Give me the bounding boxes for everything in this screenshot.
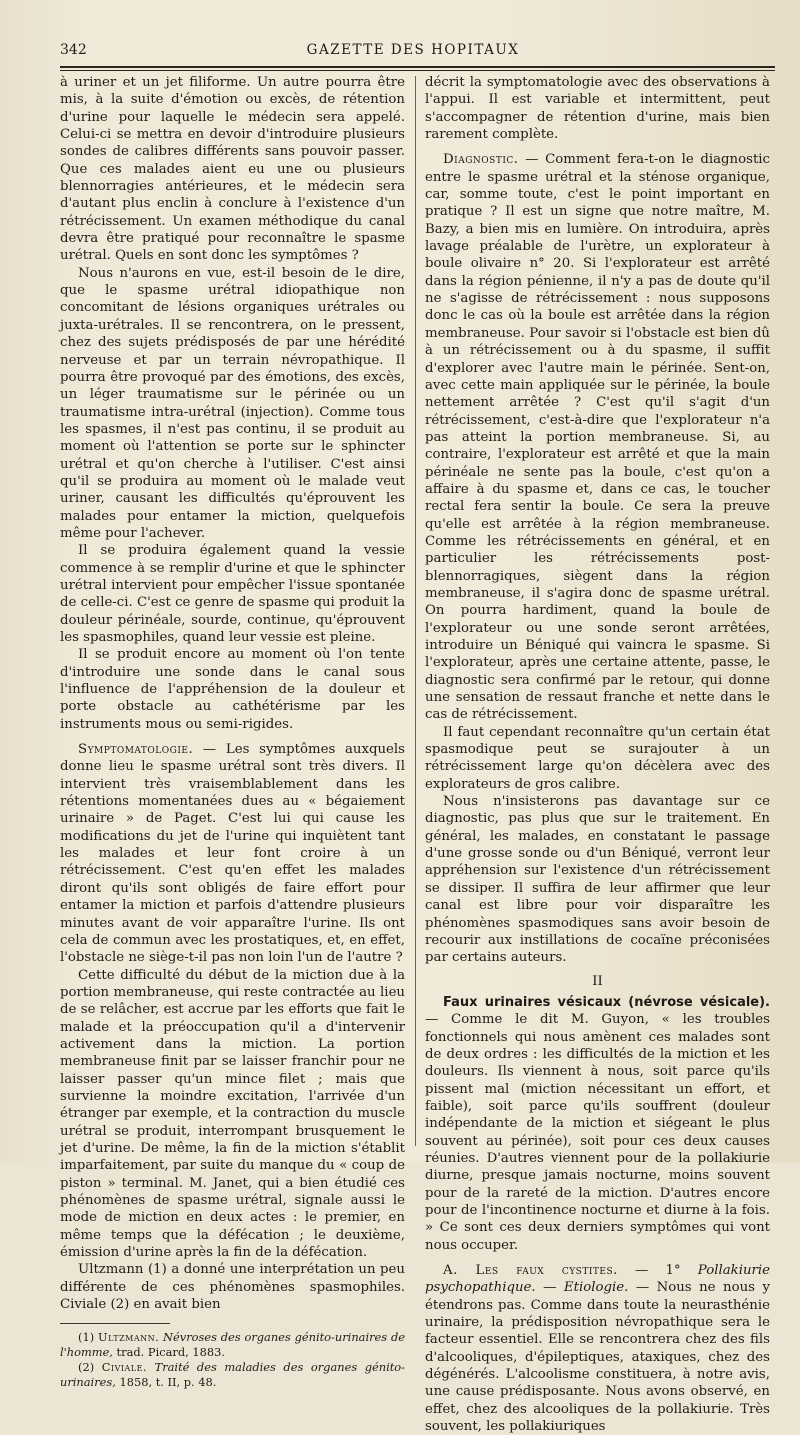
section-heading: A. Les faux cystites. (443, 1263, 618, 1279)
subheading: Pollakiurie psychopathique. (425, 1263, 770, 1296)
page-number: 342 (60, 42, 87, 58)
paragraph: Cette difficulté du début de la miction due à la portion membraneuse, qui reste contractée au lieu de se relâcher, est accrue par les efforts que fait le malade et la préoccupation qu'il a d'intervenir activement dans la miction. La portion membraneuse finit par se laisser franchir pour ne laisser passer qu'un mince filet ; mais que survienne la moindre excitation, l'arrivée d'un étranger par exemple, et la contraction du muscle urétral se produit, interrompant brusquement le jet d'urine. De même, la fin de la miction s'établit imparfaitement, par suite du manque du « coup de piston » terminal. M. Janet, qui a bien étudié ces phénomènes de spasme urétral, signale aussi le mode de miction en deux actes : le premier, en même temps que la défécation ; le deuxième, émission d'urine après la fin de la défécation. (60, 967, 405, 1261)
paragraph: Nous n'aurons en vue, est-il besoin de le dire, que le spasme urétral idiopathique non concomitant de lésions organiques urétrales ou juxta-urétrales. Il se rencontrera, on le pressent, chez des sujets prédisposés de par une hérédité nerveuse et par un terrain névropathique. Il pourra être provoqué par des émotions, des excès, un léger traumatisme sur le périnée ou un traumatisme intra-urétral (injection). Comme tous les spasmes, il n'est pas continu, il se produit au moment où l'attention se porte sur le sphincter urétral et qu'on cherche à l'utiliser. C'est ainsi qu'il se produira au moment où le malade veut uriner, causant les difficultés qu'éprouvent les malades pour entamer la miction, quelquefois même pour l'achever. (60, 265, 405, 541)
paragraph-text: — Comment fera-t-on le diagnostic entre le spasme urétral et la sténose organique, car, somme toute, c'est le point important en pratique ? Il est un signe que notre maître, M. Bazy, a bien mis en lumière. On introduira, après lavage préalable de l'urètre, un explorateur à boule olivaire n° 20. Si l'explorateur est arrêté dans la région pénienne, il n'y a pas de doute qu'il ne s'agisse de rétrécissement : nous supposons donc le cas où la boule est arrêtée dans la région membraneuse. Pour savoir si l'obstacle est bien dû à un rétrécissement ou à du spasme, il suffit d'explorer avec l'autre main le périnée. Sent-on, avec cette main appliquée sur le périnée, la boule nettement arrêtée ? C'est qu'il s'agit d'un rétrécissement, c'est-à-dire que l'explorateur n'a pas atteint la portion membraneuse. Si, au contraire, l'explorateur est arrêté et que la main périnéale ne sente pas la boule, c'est qu'on a affaire à du spasme et, dans ce cas, le toucher rectal fera sentir la boule. Ce sera la preuve qu'elle est arrêtée à la région membraneuse. Comme les rétrécissements en général, et en particulier les rétrécissements post-blennorragiques, siègent dans la région membraneuse, il s'agira donc de spasme urétral. On pourra hardiment, quand la boule de l'explorateur ou une sonde seront arrêtées, introduire un Béniqué qui vaincra le spasme. Si l'explorateur, après une certaine attente, passe, le diagnostic sera confirmé par le retour, qui donne une sensation de ressaut franche et nette dans le cas de rétrécissement. (425, 152, 770, 723)
footnote-1 (60, 1330, 405, 1359)
right-column (425, 74, 770, 1435)
paragraph-text: — 1° (617, 1263, 698, 1279)
section-heading: Diagnostic. (443, 152, 519, 168)
paragraph: Il faut cependant reconnaître qu'un certain état spasmodique peut se surajouter à un rétrécissement large qu'on décèlera avec des explorateurs de gros calibre. (425, 724, 770, 792)
paragraph-diagnostic (425, 151, 770, 723)
footnote-rule (60, 1323, 170, 1324)
journal-title: GAZETTE DES HOPITAUX (306, 42, 520, 58)
paragraph-text: — Les symptômes auxquels donne lieu le spasme urétral sont très divers. Il intervient très vraisemblablement dans les rétentions momentanées dues au « bégaiement urinaire » de Paget. C'est lui qui cause les modifications du jet de l'urine qui inquiètent tant les malades et leur font croire à un rétrécissement. C'est qu'en effet les malades diront qu'ils sont obligés de faire effort pour entamer la miction et parfois d'attendre plusieurs minutes avant de voir apparaître l'urine. Ils ont cela de commun avec les prostatiques, et, en effet, l'obstacle ne siège-t-il pas non loin l'un de l'autre ? (60, 742, 405, 966)
paragraph-text: — Nous ne nous y étendrons pas. Comme dans toute la neurasthénie urinaire, la prédisposition névropathique sera le facteur essentiel. Elle se rencontrera chez des fils d'alcooliques, d'épileptiques, ataxiques, chez des dégénérés. L'alcoolisme constituera, à notre avis, une cause prédisposante. Nous avons observé, en effet, chez des alcooliques de la pollakiurie. Très souvent, les pollakiuriques (425, 1280, 770, 1435)
footnote-author: Ultzmann. (97, 1330, 160, 1345)
paragraph: Il se produit encore au moment où l'on tente d'introduire une sonde dans le canal sous l'influence de l'appréhension de la douleur et porte obstacle au cathétérisme par les instruments mous ou semi-rigides. (60, 647, 405, 732)
paragraph-faux-cystites (425, 1262, 770, 1435)
paragraph: à uriner et un jet filiforme. Un autre pourra être mis, à la suite d'émotion ou excès, de rétention d'urine pour laquelle le médecin sera appelé. Celui-ci se mettra en devoir d'introduire plusieurs sondes de calibres différents sans pouvoir passer. Que ces malades aient eu une ou plusieurs blennorragies antérieures, et le médecin sera d'autant plus enclin à conclure à l'existence d'un rétrécissement. Un examen méthodique du canal devra être pratiqué pour reconnaître le spasme urétral. Quels en sont donc les symptômes ? (60, 75, 405, 264)
page-header (58, 38, 768, 62)
subheading: Etiologie. (563, 1280, 629, 1296)
section-number: II (592, 973, 603, 989)
footnote-2 (60, 1360, 405, 1389)
paragraph-text: — (535, 1280, 564, 1296)
column-divider (415, 76, 416, 1146)
paragraph: décrit la symptomatologie avec des observations à l'appui. Il est variable et intermittent, peut s'accompagner de rétention d'urine, mais bien rarement complète. (425, 75, 770, 143)
footnote-rest: trad. Picard, 1883. (112, 1344, 225, 1359)
paragraph: Ultzmann (1) a donné une interprétation un peu différente de ces phénomènes spasmophiles. Civiale (2) en avait bien (60, 1262, 405, 1313)
paragraph: Nous n'insisterons pas davantage sur ce diagnostic, pas plus que sur le traitement. En général, les malades, en constatant le passage d'une grosse sonde ou d'un Béniqué, verront leur appréhension sur l'existence d'un rétrécissement se dissiper. Il suffira de leur affirmer que leur canal est libre pour voir disparaître les phénomènes spasmodiques sans avoir besoin de recourir aux instillations de cocaïne préconisées par certains auteurs. (425, 794, 770, 966)
header-rule (60, 66, 775, 68)
footnote-ref: (2) (78, 1360, 102, 1375)
footnote-ref: (1) (78, 1330, 98, 1345)
paragraph: Il se produira également quand la vessie commence à se remplir d'urine et que le sphincter urétral intervient pour empêcher l'issue spontanée de celle-ci. C'est ce genre de spasme qui produit la douleur périnéale, sourde, continue, qu'éprouvent les spasmophiles, quand leur vessie est pleine. (60, 543, 405, 645)
left-column (60, 74, 405, 1389)
footnote-rest: 1858, t. II, p. 48. (115, 1374, 217, 1389)
paragraph-faux-urinaires (425, 994, 770, 1254)
footnote-author: Civiale. (101, 1360, 148, 1375)
footnote-title: Névroses des organes génito-urinaires de l'homme, (60, 1330, 405, 1359)
footnote-title: Traité des maladies des organes génito-urinaires, (60, 1360, 405, 1389)
paragraph-text: — Comme le dit M. Guyon, « les troubles fonctionnels qui nous amènent ces malades sont de deux ordres : les difficultés de la miction et les douleurs. Ils viennent à nous, soit parce qu'ils pissent mal (miction nécessitant un effort, et faible), soit parce qu'ils souffrent (douleur indépendante de la miction et siégeant le plus souvent au périnée), soit pour ces deux causes réunies. D'autres viennent pour de la pollakiurie diurne, presque jamais nocturne, moins souvent pour de la rareté de la miction. D'autres encore pour de l'incontinence nocturne et diurne à la fois. » Ce sont ces deux derniers symptômes qui vont nous occuper. (425, 1012, 770, 1253)
header-rule-thin (60, 70, 775, 71)
section-heading: Symptomatologie. (78, 742, 194, 758)
section-heading: Faux urinaires vésicaux (névrose vésicale). (443, 994, 770, 1010)
paragraph-symptomatologie (60, 741, 405, 966)
